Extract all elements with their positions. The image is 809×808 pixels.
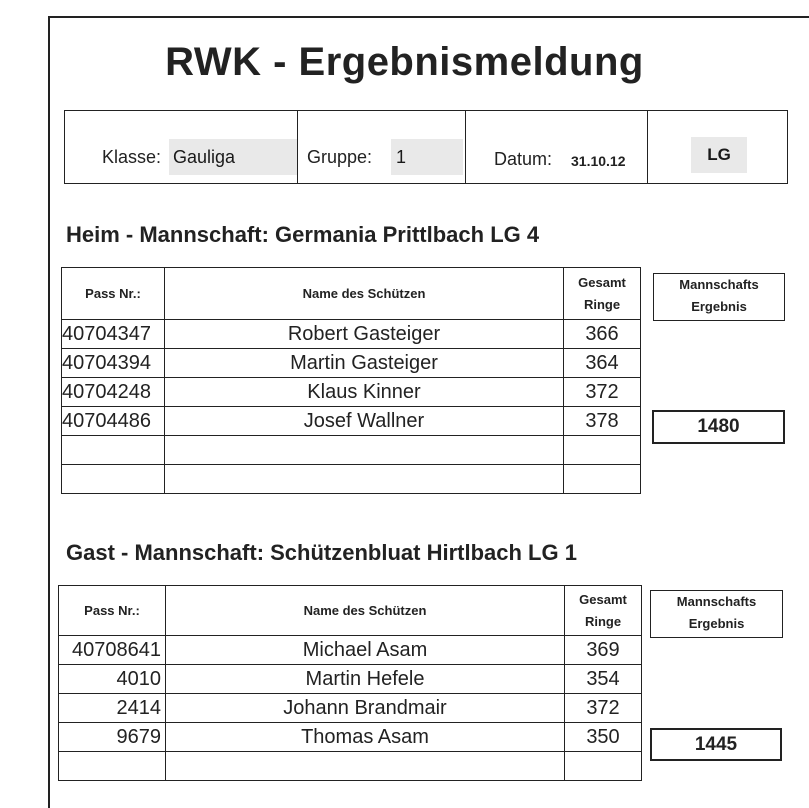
gruppe-value: 1: [391, 139, 463, 175]
klasse-label: Klasse:: [102, 147, 162, 167]
table-row-empty: [62, 465, 641, 494]
disziplin-value: LG: [691, 137, 747, 173]
table-row-empty: [62, 436, 641, 465]
gruppe-label: Gruppe:: [307, 147, 373, 167]
table-row-empty: [59, 752, 642, 781]
shooter-name: [165, 436, 564, 465]
mannschafts-label: Mannschafts: [679, 277, 759, 292]
ring-score: 350: [565, 723, 642, 752]
pass-number: 9679: [59, 723, 166, 752]
ringe-label: Ringe: [584, 613, 622, 629]
table-row: [59, 694, 642, 723]
pass-number: 4010: [59, 665, 166, 694]
ergebnis-label: Ergebnis: [691, 299, 747, 314]
shooter-name: Robert Gasteiger: [165, 320, 564, 349]
gast-team-title: Gast - Mannschaft: Schützenbluat Hirtlbach LG 1: [66, 540, 577, 565]
ring-score: [565, 752, 642, 781]
heim-header-row: [62, 268, 641, 320]
heim-ergebnis-header: [653, 273, 785, 321]
pass-number: 40704486: [62, 407, 165, 436]
ringe-label: Ringe: [583, 296, 621, 312]
heim-results-table: [61, 267, 641, 494]
pass-number: 40708641: [59, 636, 166, 665]
ergebnis-label: Ergebnis: [688, 616, 745, 631]
gast-header-row: [59, 586, 642, 636]
name-column-header: Name des Schützen: [165, 268, 564, 320]
gesamt-label: Gesamt: [579, 591, 627, 607]
ring-score: 364: [564, 349, 641, 378]
form-title: RWK - Ergebnismeldung: [165, 40, 644, 84]
pass-column-header: Pass Nr.:: [59, 586, 166, 636]
gast-results-table: [58, 585, 642, 781]
table-row: [59, 723, 642, 752]
table-row: [62, 407, 641, 436]
pass-number: 40704248: [62, 378, 165, 407]
table-row: [62, 320, 641, 349]
mannschafts-label: Mannschafts: [676, 594, 757, 609]
shooter-name: Klaus Kinner: [165, 378, 564, 407]
shooter-name: Michael Asam: [166, 636, 565, 665]
shooter-name: Thomas Asam: [166, 723, 565, 752]
shooter-name: Johann Brandmair: [166, 694, 565, 723]
datum-value: 31.10.12: [571, 153, 626, 169]
shooter-name: [165, 465, 564, 494]
ring-score: [564, 436, 641, 465]
table-row: [62, 378, 641, 407]
ring-score: 378: [564, 407, 641, 436]
gesamt-ringe-header: [565, 586, 642, 636]
table-row: [59, 665, 642, 694]
gruppe-cell: [298, 111, 466, 183]
datum-cell: [466, 111, 648, 183]
pass-number: [62, 465, 165, 494]
gesamt-label: Gesamt: [578, 274, 626, 290]
shooter-name: Martin Hefele: [166, 665, 565, 694]
ring-score: [564, 465, 641, 494]
gast-ergebnis-header: [650, 590, 783, 638]
heim-team-title: Heim - Mannschaft: Germania Prittlbach LG 4: [66, 222, 540, 247]
shooter-name: Josef Wallner: [165, 407, 564, 436]
klasse-cell: [65, 111, 298, 183]
pass-column-header: Pass Nr.:: [62, 268, 165, 320]
pass-number: 2414: [59, 694, 166, 723]
heim-team-total: 1480: [652, 410, 785, 444]
ring-score: 372: [564, 378, 641, 407]
ring-score: 369: [565, 636, 642, 665]
ring-score: 372: [565, 694, 642, 723]
klasse-value: Gauliga: [169, 139, 297, 175]
pass-number: [62, 436, 165, 465]
name-column-header: Name des Schützen: [166, 586, 565, 636]
datum-label: Datum:: [494, 149, 553, 169]
gast-team-total: 1445: [650, 728, 782, 761]
pass-number: 40704394: [62, 349, 165, 378]
shooter-name: [166, 752, 565, 781]
table-row: [59, 636, 642, 665]
disziplin-cell: [648, 111, 786, 183]
match-info-box: [64, 110, 788, 184]
ring-score: 354: [565, 665, 642, 694]
pass-number: [59, 752, 166, 781]
shooter-name: Martin Gasteiger: [165, 349, 564, 378]
gesamt-ringe-header: [564, 268, 641, 320]
pass-number: 40704347: [62, 320, 165, 349]
table-row: [62, 349, 641, 378]
ring-score: 366: [564, 320, 641, 349]
